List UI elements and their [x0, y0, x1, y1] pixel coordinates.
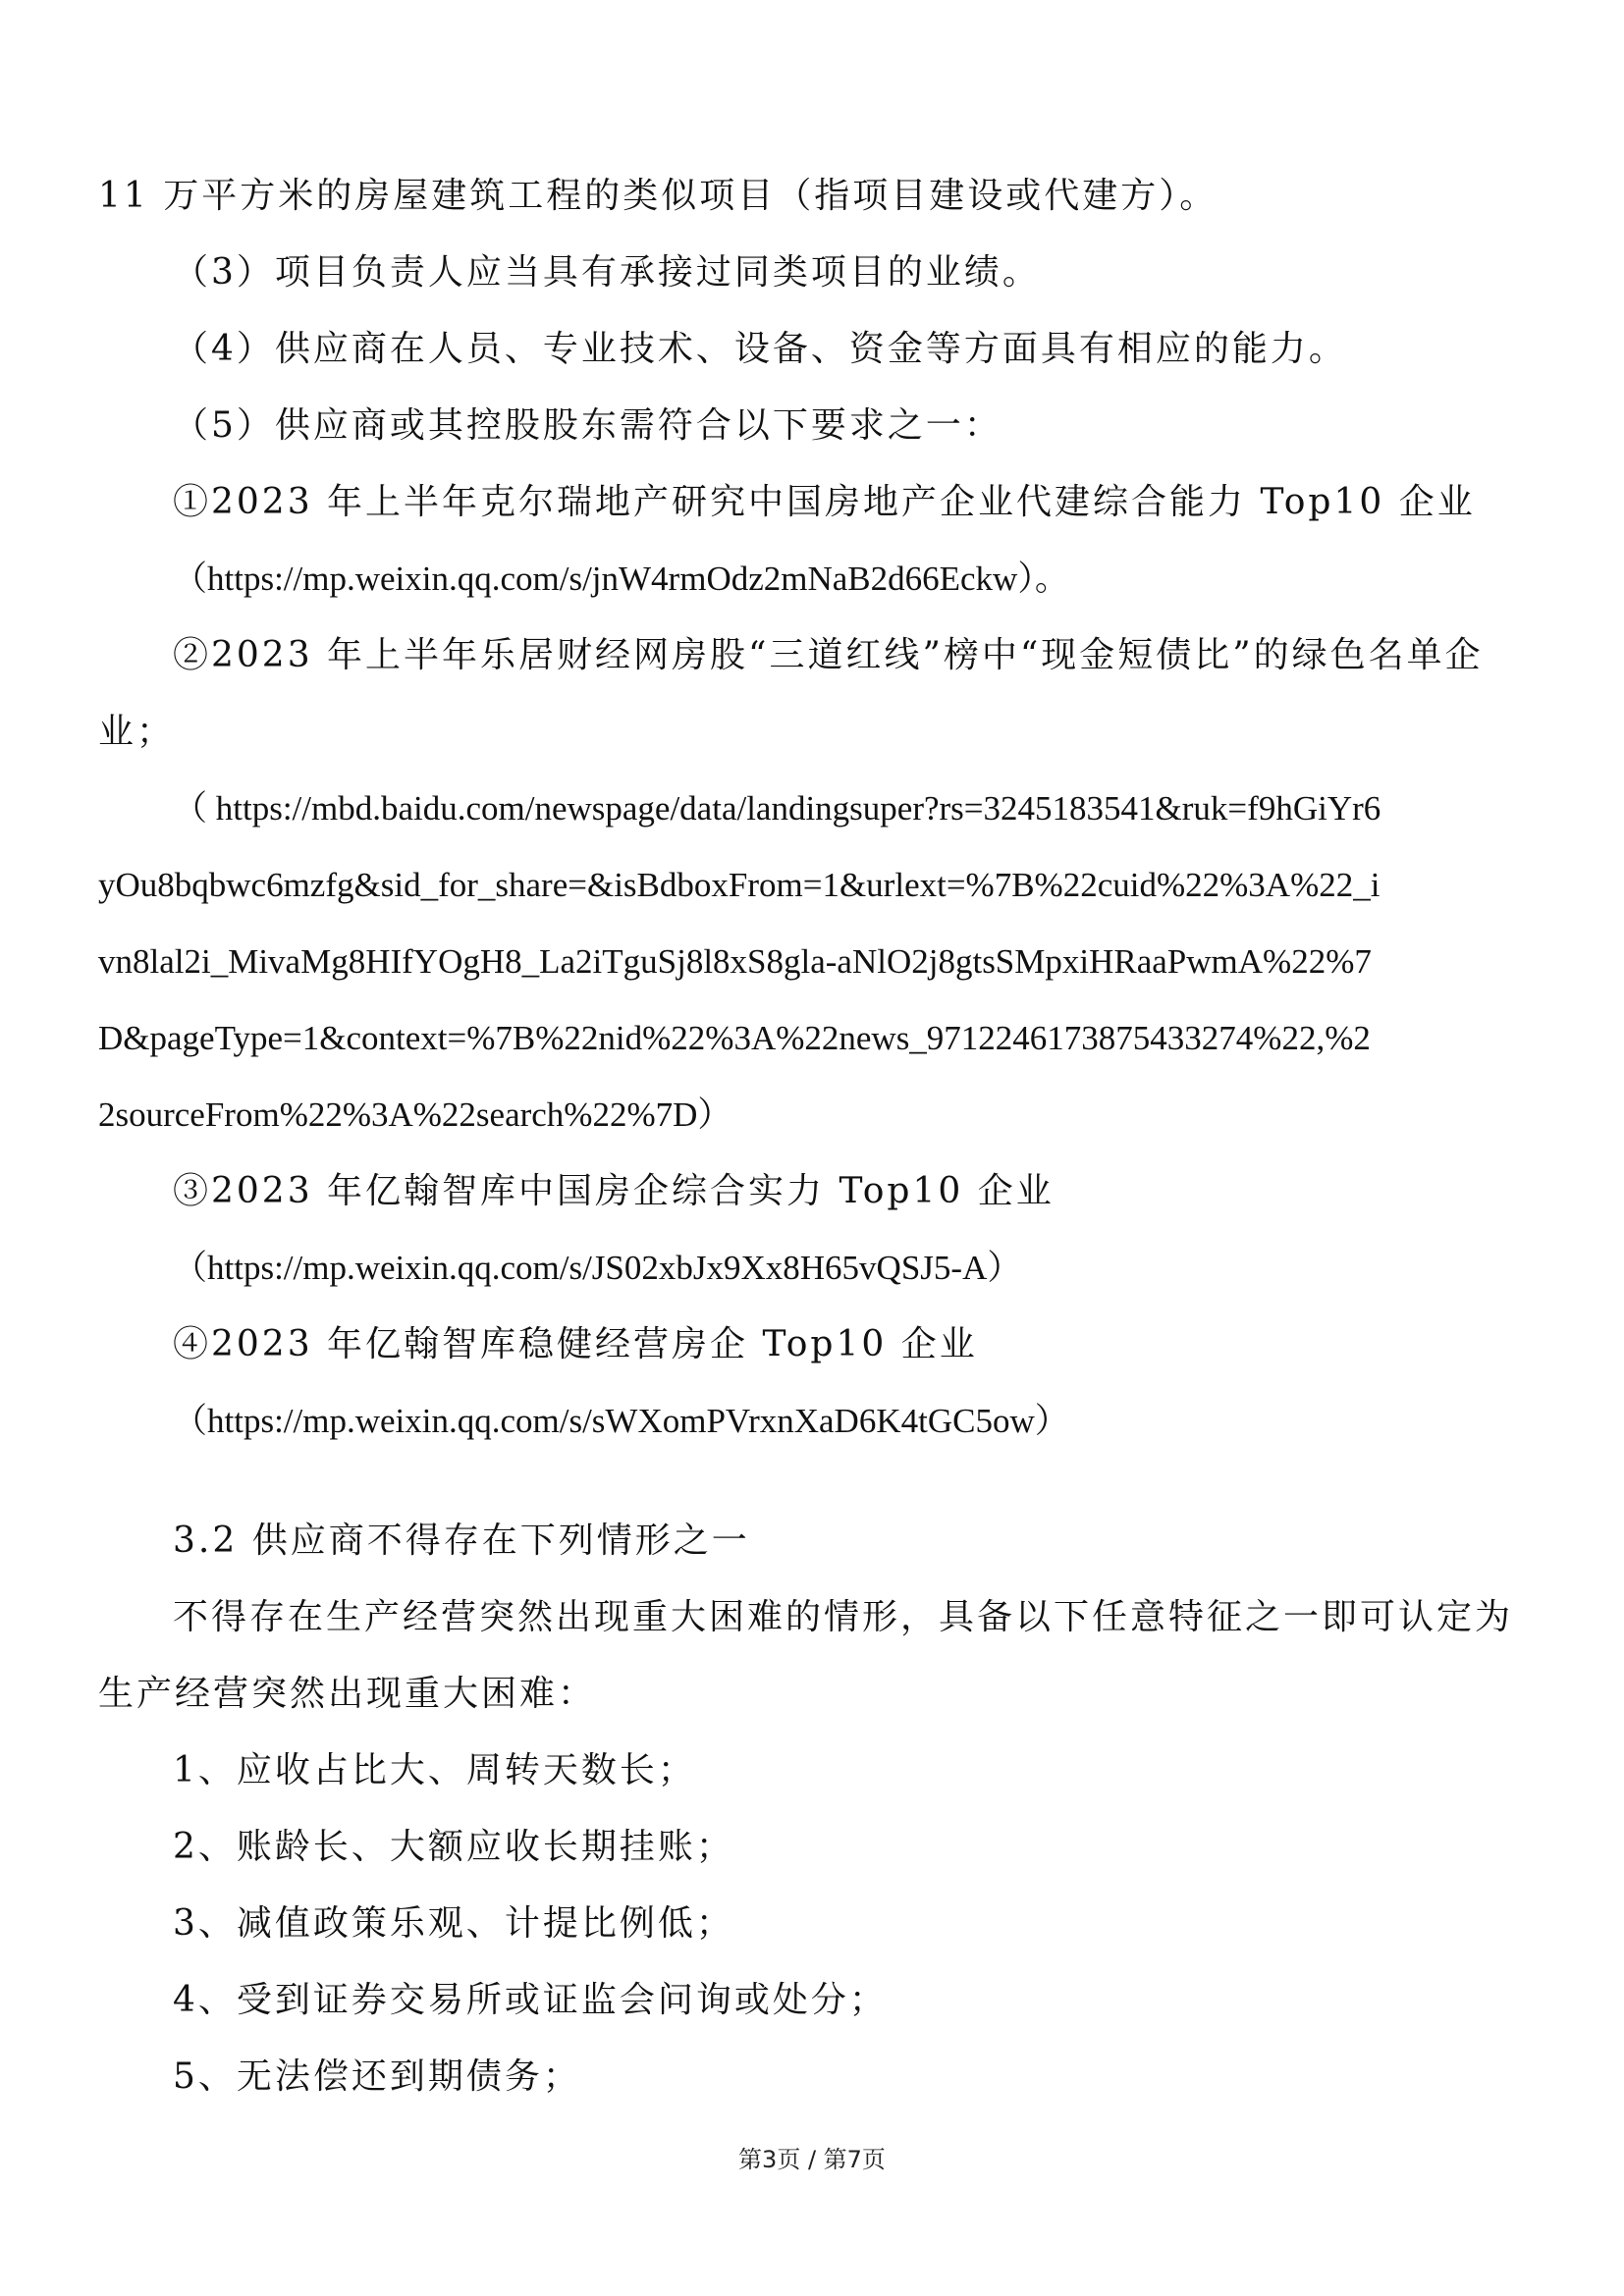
text-line-9: ④2023 年亿翰智库稳健经营房企 Top10 企业	[173, 1324, 978, 1364]
text-line-6: ②2023 年上半年乐居财经网房股“三道红线”榜中“现金短债比”的绿色名单企	[173, 635, 1484, 675]
text-line-3: （4）供应商在人员、专业技术、设备、资金等方面具有相应的能力。	[173, 329, 1347, 369]
url-line-7: （https://mp.weixin.qq.com/s/JS02xbJx9Xx8H65vQSJ5-A）	[173, 1249, 1022, 1287]
url-line-4: vn8lal2i_MivaMg8HIfYOgH8_La2iTguSj8l8xS8gla-aNlO2j8gtsSMpxiHRaaPwmA%22%7	[98, 942, 1372, 981]
url-line-5: D&pageType=1&context=%7B%22nid%22%3A%22news_9712246173875433274%22,%2	[98, 1019, 1371, 1057]
url-line-1: （https://mp.weixin.qq.com/s/jnW4rmOdz2mNaB2d66Eckw）。	[173, 560, 1069, 598]
list-item-5: 5、无法偿还到期债务；	[173, 2056, 581, 2097]
text-line-4: （5）供应商或其控股股东需符合以下要求之一：	[173, 405, 1002, 446]
list-item-1: 1、应收占比大、周转天数长；	[173, 1750, 696, 1790]
url-line-8: （https://mp.weixin.qq.com/s/sWXomPVrxnXaD6K4tGC5ow）	[173, 1402, 1069, 1440]
text-line-10: 不得存在生产经营突然出现重大困难的情形，具备以下任意特征之一即可认定为	[173, 1597, 1514, 1637]
list-item-2: 2、账龄长、大额应收长期挂账；	[173, 1827, 734, 1867]
page-indicator: 第3页 / 第7页	[738, 2146, 886, 2173]
text-line-1: 11 万平方米的房屋建筑工程的类似项目（指项目建设或代建方）。	[98, 176, 1218, 216]
text-line-7: 业；	[98, 712, 176, 752]
url-line-6: 2sourceFrom%22%3A%22search%22%7D）	[98, 1095, 732, 1134]
section-heading: 3.2 供应商不得存在下列情形之一	[173, 1521, 750, 1561]
url-line-3: yOu8bqbwc6mzfg&sid_for_share=&isBdboxFrom=1&urlext=%7B%22cuid%22%3A%22_i	[98, 866, 1380, 904]
text-line-5: ①2023 年上半年克尔瑞地产研究中国房地产企业代建综合能力 Top10 企业	[173, 482, 1476, 522]
list-item-3: 3、减值政策乐观、计提比例低；	[173, 1903, 734, 1944]
text-line-8: ③2023 年亿翰智库中国房企综合实力 Top10 企业	[173, 1171, 1055, 1211]
text-line-11: 生产经营突然出现重大困难：	[98, 1674, 597, 1714]
list-item-4: 4、受到证券交易所或证监会问询或处分；	[173, 1980, 888, 2020]
text-line-2: （3）项目负责人应当具有承接过同类项目的业绩。	[173, 252, 1041, 293]
url-line-2: （ https://mbd.baidu.com/newspage/data/landingsuper?rs=3245183541&ruk=f9hGiYr6	[173, 789, 1381, 828]
